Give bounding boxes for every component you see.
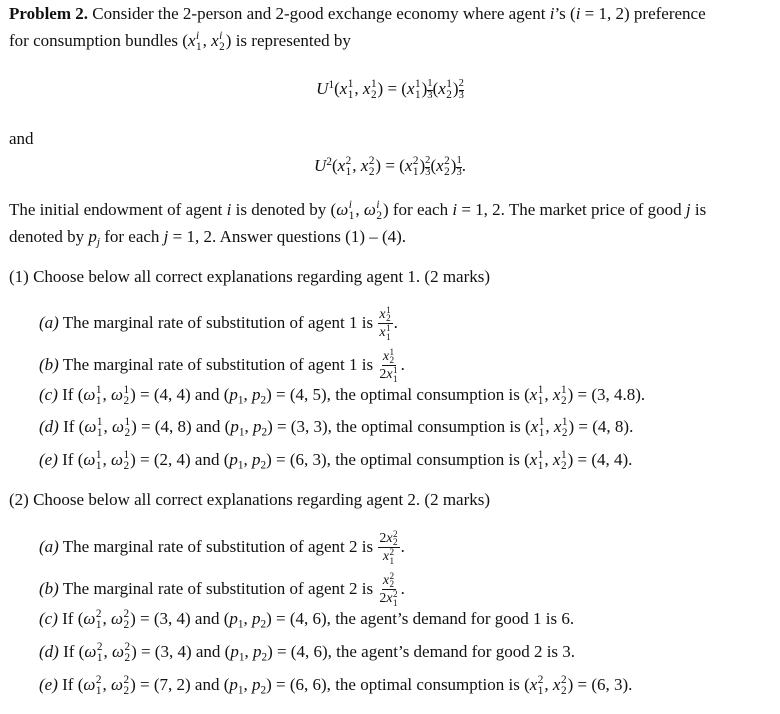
q1-b-text: The marginal rate of substitution of agent 1 is: [62, 354, 374, 374]
q1-a-text: The marginal rate of substitution of agent 1 is: [62, 312, 374, 332]
problem-intro-line-2: for consumption bundles (x i 1 , x i 2 ) is represented by: [9, 30, 351, 53]
endow-text-3: for each: [392, 200, 449, 219]
q1-option-d: (d) If (ω 1 1 , ω 1 2 ) = (4, 8) and ($p_1$, $p_2) = (3$, 3), the optimal consumption is (x 1 1 , x 1 2 ) = (4, 8).: [39, 416, 634, 439]
q1-e-text: the optimal consumption is: [335, 450, 520, 469]
question-2-heading: (2) Choose below all correct explanations regarding agent 2. (2 marks): [9, 490, 491, 509]
utility-agent-2: $U^2(x$ 2 1 , x 2 2 ) = (x 2 1 ) $\frac{2}{3}$ (x 2 2 ) $\frac{1}{3}$ .: [314, 155, 466, 178]
q2-option-d: (d) If (ω 2 1 , ω 2 2 ) = (3, 4) and ($p_1$, $p_2) = (4$, 6), the agent’s demand for good 2 is 3.: [39, 641, 576, 664]
q1-b-label: (b): [39, 354, 59, 374]
q1-a-label: (a): [39, 312, 59, 332]
q2-option-c: (c) If (ω 2 1 , ω 2 2 ) = (3, 4) and ($p_1$, $p_2) = (4$, 6), the agent’s demand for good 1 is 6.: [39, 608, 575, 631]
intro-text-4: is represented by: [235, 31, 351, 50]
q1-option-c: (c) If (ω 1 1 , ω 1 2 ) = (4, 4) and ($p_1$, $p_2) = (4$, 5), the optimal consumption is (x 1 1 , x 1 2 ) = (3, 4.8).: [39, 384, 646, 407]
q1-c-label: (c): [39, 385, 58, 404]
q2-e-label: (e): [39, 675, 58, 694]
q2-option-b: (b) The marginal rate of substitution of agent 2 is x 2 2 2x 2 1 .: [39, 571, 405, 608]
q2-option-a: (a) The marginal rate of substitution of agent 2 is 2x 2 2 x 2 1 .: [39, 529, 405, 566]
endow-text-7: for each: [104, 227, 160, 246]
q1-option-a: (a) The marginal rate of substitution of agent 1 is x 1 2 x 1 1 .: [39, 305, 398, 342]
q1-d-text: the optimal consumption is: [336, 417, 521, 436]
q2-a-text: The marginal rate of substitution of agent 2 is: [62, 536, 374, 556]
q2-option-e: (e) If (ω 2 1 , ω 2 2 ) = (7, 2) and ($p_1$, $p_2) = (6$, 6), the optimal consumption is (x 2 1 , x 2 2 ) = (6, 3).: [39, 674, 633, 697]
problem-intro-line-1: Problem 2. Consider the 2-person and 2-good exchange economy where agent i’s (i = 1, 2) preference: [9, 4, 706, 23]
q2-e-answer: (6, 3).: [591, 675, 633, 694]
q1-c-answer: (3, 4.8).: [591, 385, 646, 404]
endowment-line-1: The initial endowment of agent i is denoted by (ω i 1 , ω i 2 ) for each i = 1, 2. The market price of good j is: [9, 199, 707, 222]
q2-b-label: (b): [39, 578, 59, 598]
intro-text-3: for consumption bundles: [9, 31, 179, 50]
intro-text-1: Consider the 2-person and 2-good exchange economy where agent: [92, 4, 546, 23]
endowment-line-2: denoted by $p_j$ for each j = 1, 2. Answer questions (1) – (4).: [9, 227, 407, 249]
q2-a-label: (a): [39, 536, 59, 556]
question-1-heading: (1) Choose below all correct explanations regarding agent 1. (2 marks): [9, 267, 491, 286]
endow-text-6: denoted by: [9, 227, 85, 246]
endow-text-1: The initial endowment of agent: [9, 200, 223, 219]
utility-agent-1: $U^1(x$ 1 1 , x 1 2 ) = (x 1 1 ) $\frac{1}{3}$ (x 1 2 ) $\frac{2}{3}$: [316, 78, 464, 101]
q2-d-text: the agent’s demand for good 2 is 3.: [336, 642, 576, 661]
problem-label: Problem 2.: [9, 4, 89, 23]
endow-text-4: The market price of good: [508, 200, 682, 219]
q1-e-label: (e): [39, 450, 58, 469]
endow-text-8: Answer questions (1) – (4).: [219, 227, 407, 246]
q1-option-e: (e) If (ω 1 1 , ω 1 2 ) = (2, 4) and ($p_1$, $p_2) = (6$, 3), the optimal consumption is (x 1 1 , x 1 2 ) = (4, 4).: [39, 449, 633, 472]
q1-e-answer: (4, 4).: [591, 450, 633, 469]
q2-e-text: the optimal consumption is: [335, 675, 520, 694]
q2-d-label: (d): [39, 642, 59, 661]
q2-c-text: the agent’s demand for good 1 is 6.: [335, 609, 575, 628]
intro-text-2: preference: [633, 4, 706, 23]
q2-b-text: The marginal rate of substitution of agent 2 is: [62, 578, 374, 598]
endow-text-5: is: [694, 200, 707, 219]
and-word: and: [9, 129, 34, 148]
q1-c-text: the optimal consumption is: [335, 385, 520, 404]
q1-d-label: (d): [39, 417, 59, 436]
q1-option-b: (b) The marginal rate of substitution of agent 1 is x 1 2 2x 1 1 .: [39, 347, 405, 384]
q2-c-label: (c): [39, 609, 58, 628]
endow-text-2: is denoted by: [235, 200, 327, 219]
q1-d-answer: (4, 8).: [592, 417, 634, 436]
